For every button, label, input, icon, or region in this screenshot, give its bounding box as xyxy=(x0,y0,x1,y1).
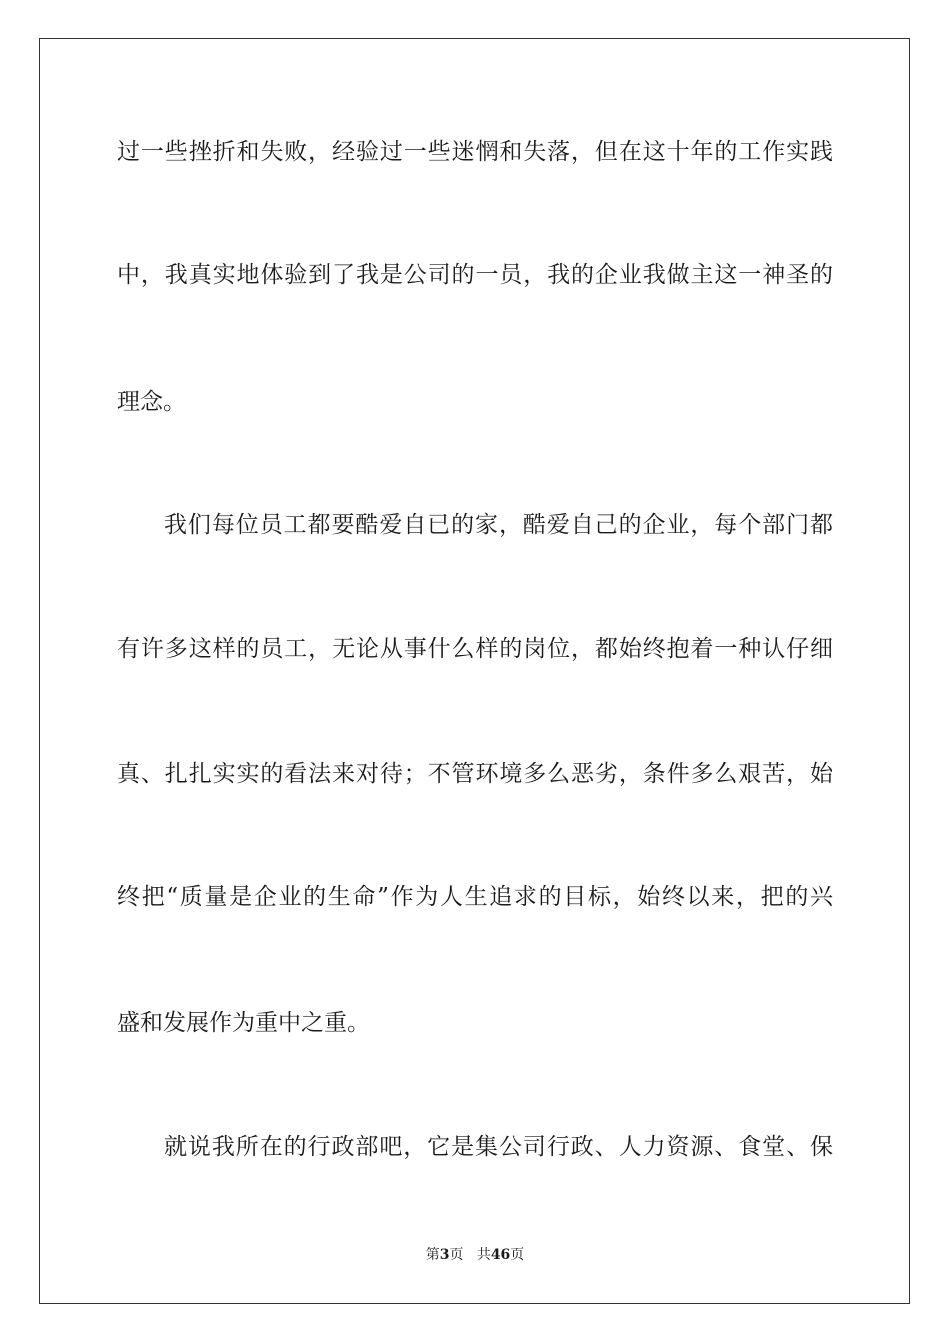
text-line-2: 中，我真实地体验到了我是公司的一员，我的企业我做主这一神圣的 xyxy=(117,262,833,288)
text-line-9: 就说我所在的行政部吧，它是集公司行政、人力资源、食堂、保 xyxy=(164,1134,833,1160)
footer-total-suffix: 页 xyxy=(510,1247,525,1263)
text-line-8: 盛和发展作为重中之重。 xyxy=(117,1010,370,1036)
footer-total-prefix: 共 xyxy=(476,1247,491,1263)
footer-total-pages: 46 xyxy=(490,1247,511,1263)
footer-page-number: 3 xyxy=(439,1247,450,1263)
page-border xyxy=(39,38,910,1304)
text-line-4: 我们每位员工都要酷爱自已的家，酷爱自己的企业，每个部门都 xyxy=(164,512,833,538)
text-line-3: 理念。 xyxy=(117,389,186,415)
text-line-7: 终把“质量是企业的生命”作为人生追求的目标，始终以来，把的兴 xyxy=(117,884,833,910)
footer-page-prefix: 第 xyxy=(425,1247,440,1263)
text-line-5: 有许多这样的员工，无论从事什么样的岗位，都始终抱着一种认仔细 xyxy=(117,636,833,662)
page-footer xyxy=(0,1245,950,1265)
text-line-6: 真、扎扎实实的看法来对待；不管环境多么恶劣，条件多么艰苦，始 xyxy=(117,761,833,787)
footer-page-suffix: 页 xyxy=(449,1247,464,1263)
text-line-1: 过一些挫折和失败，经验过一些迷惘和失落，但在这十年的工作实践 xyxy=(117,139,833,165)
